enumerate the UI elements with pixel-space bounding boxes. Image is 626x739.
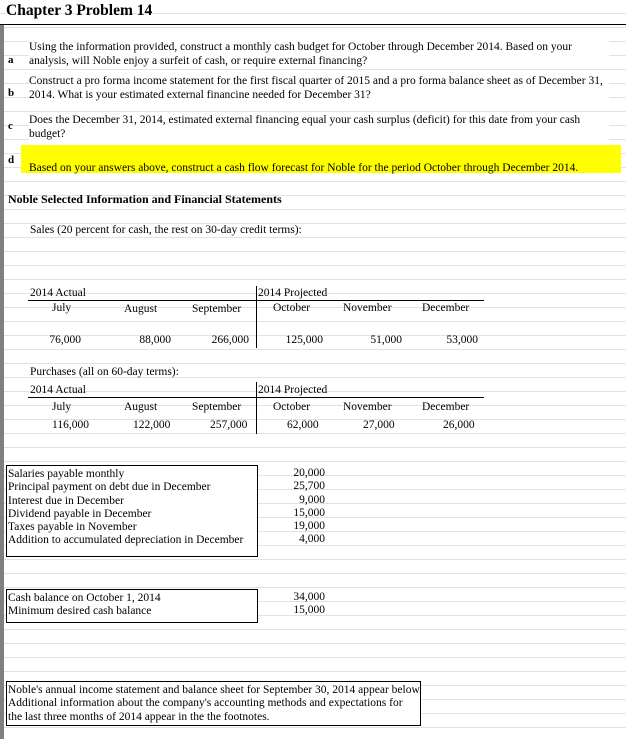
other-value-interest: 9,000 [299,493,325,506]
other-value-dividend: 15,000 [293,506,325,519]
purchases-heading: Purchases (all on 60-day terms): [30,366,179,378]
sales-value-jul: 76,000 [49,334,81,346]
sales-heading: Sales (20 percent for cash, the rest on 30-day credit terms): [30,224,302,236]
sales-month-dec: December [422,302,470,314]
question-d: Based on your answers above, construct a cash flow forecast for Noble for the period October through December 2014. [29,162,579,174]
other-value-principal: 25,700 [293,480,325,493]
purchases-value-oct: 62,000 [287,419,319,431]
other-items-values [268,467,325,547]
other-value-taxes: 19,000 [293,520,325,533]
row-header-bar [0,24,4,739]
sales-value-dec: 53,000 [446,334,478,346]
sales-value-sep: 266,000 [211,334,249,346]
title-divider [0,24,626,25]
other-item-salaries: Salaries payable monthly [8,468,125,480]
other-item-principal: Principal payment on debt due in December [8,481,211,494]
cash-values [268,591,325,618]
cash-box [6,589,258,623]
question-b: Construct a pro forma income statement for the first fiscal quarter of 2015 and a pro forma balance sheet as of December 31, 2014. What is your estimated external financine needed for December 31? [29,75,609,102]
purchases-month-jul: July [52,401,72,413]
purchases-month-oct: October [273,401,311,413]
question-label-d: d [8,154,15,166]
sales-value-aug: 88,000 [139,334,171,346]
purchases-value-aug: 122,000 [133,419,171,431]
cash-balance-value: 34,000 [293,591,325,603]
question-a: Using the information provided, construct a monthly cash budget for October through December 2014. Based on your analysis, will Noble enjoy a surfeit of cash, or require external financing? [29,41,609,68]
sales-month-oct: October [273,302,311,314]
purchases-value-sep: 257,000 [210,419,248,431]
purchases-month-sep: September [192,401,242,413]
question-label-c: c [8,120,13,132]
question-c: Does the December 31, 2014, estimated external financing equal your cash surplus (deficit) for this date from your cash budget? [29,114,609,141]
other-items-box [6,465,258,557]
other-item-interest: Interest due in December [8,494,124,507]
purchases-value-dec: 26,000 [443,419,475,431]
sales-month-jul: July [52,302,72,314]
purchases-month-dec: December [422,401,470,413]
footnote-line-1: Noble's annual income statement and balance sheet for September 30, 2014 appear below. [8,684,422,696]
sales-month-nov: November [343,302,392,314]
purchases-projected-label: 2014 Projected [258,384,328,396]
footnote-box [6,681,421,726]
sales-value-nov: 51,000 [370,334,402,346]
sales-divider [256,286,257,348]
footnote-line-2: Additional information about the company's accounting methods and expectations for [8,697,403,710]
sales-actual-label: 2014 Actual [30,287,86,299]
purchases-divider [256,382,257,434]
purchases-month-aug: August [124,401,158,413]
other-item-dividend: Dividend payable in December [8,507,152,520]
purchases-month-nov: November [343,401,392,413]
purchases-actual-label: 2014 Actual [30,384,86,396]
other-item-depreciation: Addition to accumulated depreciation in December [8,534,244,547]
footnote-line-3: the last three months of 2014 appear in the the footnotes. [8,710,270,723]
sales-projected-label: 2014 Projected [258,287,328,299]
question-label-b: b [8,87,15,99]
page-title: Chapter 3 Problem 14 [6,2,153,19]
cash-balance-label: Cash balance on October 1, 2014 [8,592,161,604]
min-cash-value: 15,000 [293,604,325,617]
sales-month-sep: September [192,303,242,315]
question-label-a: a [8,54,14,66]
other-item-taxes: Taxes payable in November [8,521,137,534]
other-value-depreciation: 4,000 [299,533,325,546]
purchases-value-nov: 27,000 [363,419,395,431]
section-title: Noble Selected Information and Financial Statements [8,192,282,206]
purchases-value-jul: 116,000 [52,419,89,431]
min-cash-label: Minimum desired cash balance [8,605,152,618]
sales-month-aug: August [124,303,158,315]
other-value-salaries: 20,000 [293,467,325,479]
sales-value-oct: 125,000 [285,334,323,346]
